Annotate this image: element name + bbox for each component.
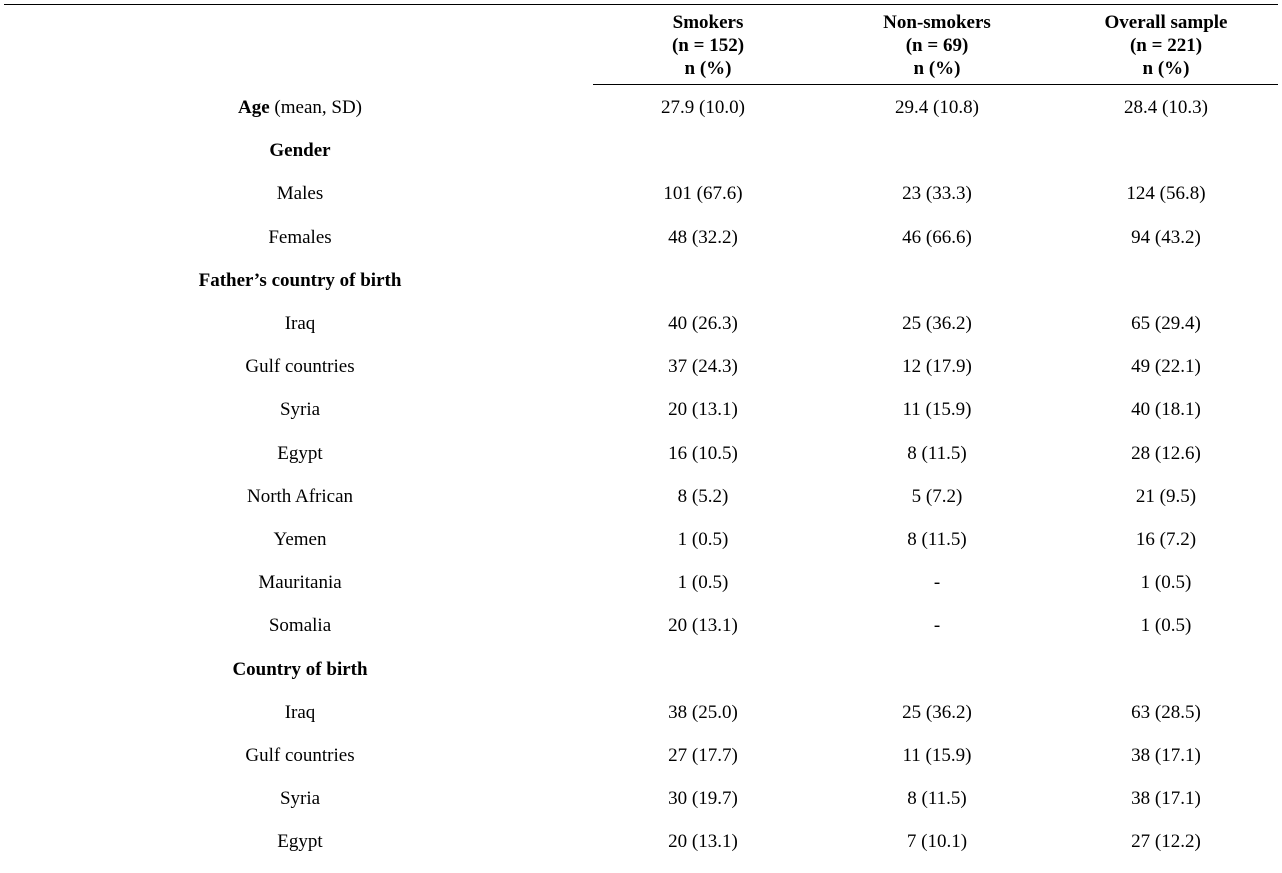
cell-overall: 38 (17.1) (1131, 745, 1201, 766)
table-row (0, 701, 1282, 744)
cell-smokers: 30 (19.7) (668, 788, 738, 809)
cell-overall: 27 (12.2) (1131, 831, 1201, 852)
cell-smokers: 8 (5.2) (677, 486, 729, 507)
cell-overall: 63 (28.5) (1131, 702, 1201, 723)
cell-smokers: 27 (17.7) (668, 745, 738, 766)
table-row (0, 528, 1282, 571)
cell-non-smokers: 8 (11.5) (907, 788, 967, 809)
cell-overall: 124 (56.8) (1126, 183, 1206, 204)
column-header-overall (1051, 11, 1281, 80)
table-row (0, 658, 1282, 701)
row-label-text: Iraq (284, 313, 316, 334)
cell-smokers: 20 (13.1) (668, 831, 738, 852)
table-row (0, 830, 1282, 873)
cell-non-smokers: 25 (36.2) (902, 313, 972, 334)
cell-overall: 65 (29.4) (1131, 313, 1201, 334)
cell-smokers: 1 (0.5) (677, 529, 729, 550)
column-header-smokers (593, 11, 823, 80)
row-label-text: Syria (279, 788, 321, 809)
cell-non-smokers: - (933, 572, 941, 593)
column-unit: n (%) (913, 58, 961, 79)
table-row (0, 787, 1282, 830)
column-title: Overall sample (1104, 12, 1228, 33)
row-label-bold: Age (238, 97, 270, 118)
table-row (0, 485, 1282, 528)
cell-smokers: 20 (13.1) (668, 399, 738, 420)
column-sample-size: (n = 221) (1129, 35, 1203, 56)
row-label-bold: Country of birth (232, 659, 368, 680)
row-label (100, 528, 500, 552)
table-row (0, 614, 1282, 657)
table-row (0, 139, 1282, 182)
row-label (100, 485, 500, 509)
row-label (100, 571, 500, 595)
table-row (0, 442, 1282, 485)
row-label-text: Females (268, 227, 332, 248)
column-title: Smokers (672, 12, 744, 33)
row-label-text: Iraq (284, 702, 316, 723)
cell-non-smokers: - (933, 615, 941, 636)
table-top-rule (4, 4, 1278, 5)
row-label-text: Egypt (277, 443, 323, 464)
row-label (100, 442, 500, 466)
cell-overall: 16 (7.2) (1135, 529, 1197, 550)
row-label (100, 312, 500, 336)
cell-overall: 1 (0.5) (1140, 615, 1192, 636)
row-label-text: Somalia (268, 615, 332, 636)
cell-non-smokers: 11 (15.9) (902, 745, 972, 766)
cell-overall: 21 (9.5) (1135, 486, 1197, 507)
row-label (100, 658, 500, 682)
row-label-text: Mauritania (258, 572, 342, 593)
table-row (0, 355, 1282, 398)
row-label-text: Males (276, 183, 324, 204)
column-sample-size: (n = 152) (671, 35, 745, 56)
column-sample-size: (n = 69) (905, 35, 969, 56)
cell-overall: 28.4 (10.3) (1124, 97, 1208, 118)
row-label (100, 269, 500, 293)
cell-smokers: 38 (25.0) (668, 702, 738, 723)
column-title: Non-smokers (883, 12, 991, 33)
row-label-text: (mean, SD) (269, 97, 362, 118)
cell-smokers: 37 (24.3) (668, 356, 738, 377)
cell-overall: 40 (18.1) (1131, 399, 1201, 420)
cell-smokers: 16 (10.5) (668, 443, 738, 464)
table-row (0, 96, 1282, 139)
row-label-bold: Father’s country of birth (198, 270, 402, 291)
cell-non-smokers: 8 (11.5) (907, 529, 967, 550)
row-label (100, 701, 500, 725)
cell-non-smokers: 5 (7.2) (911, 486, 963, 507)
table-row (0, 398, 1282, 441)
row-label (100, 787, 500, 811)
row-label-text: Gulf countries (245, 356, 355, 377)
table-row (0, 312, 1282, 355)
cell-smokers: 20 (13.1) (668, 615, 738, 636)
cell-non-smokers: 46 (66.6) (902, 227, 972, 248)
row-label-text: Gulf countries (245, 745, 355, 766)
column-unit: n (%) (1142, 58, 1190, 79)
row-label (100, 226, 500, 250)
table-row (0, 269, 1282, 312)
cell-smokers: 27.9 (10.0) (661, 97, 745, 118)
table-row (0, 571, 1282, 614)
cell-smokers: 101 (67.6) (663, 183, 743, 204)
cell-smokers: 1 (0.5) (677, 572, 729, 593)
row-label-bold: Gender (269, 140, 331, 161)
row-label (100, 139, 500, 163)
cell-overall: 38 (17.1) (1131, 788, 1201, 809)
cell-smokers: 48 (32.2) (668, 227, 738, 248)
table-row (0, 182, 1282, 225)
column-header-non-smokers (822, 11, 1052, 80)
cell-non-smokers: 23 (33.3) (902, 183, 972, 204)
row-label-text: North African (246, 486, 354, 507)
row-label (100, 614, 500, 638)
column-unit: n (%) (684, 58, 732, 79)
row-label (100, 96, 500, 120)
cell-smokers: 40 (26.3) (668, 313, 738, 334)
table-row (0, 226, 1282, 269)
cell-non-smokers: 11 (15.9) (902, 399, 972, 420)
row-label (100, 830, 500, 854)
row-label (100, 182, 500, 206)
cell-overall: 28 (12.6) (1131, 443, 1201, 464)
cell-non-smokers: 12 (17.9) (902, 356, 972, 377)
row-label (100, 744, 500, 768)
cell-overall: 1 (0.5) (1140, 572, 1192, 593)
row-label-text: Yemen (273, 529, 327, 550)
cell-non-smokers: 7 (10.1) (906, 831, 968, 852)
cell-overall: 94 (43.2) (1131, 227, 1201, 248)
header-rule (593, 84, 1278, 85)
row-label (100, 355, 500, 379)
cell-non-smokers: 25 (36.2) (902, 702, 972, 723)
row-label (100, 398, 500, 422)
cell-non-smokers: 29.4 (10.8) (895, 97, 979, 118)
cell-non-smokers: 8 (11.5) (907, 443, 967, 464)
table-row (0, 744, 1282, 787)
row-label-text: Egypt (277, 831, 323, 852)
cell-overall: 49 (22.1) (1131, 356, 1201, 377)
row-label-text: Syria (279, 399, 321, 420)
